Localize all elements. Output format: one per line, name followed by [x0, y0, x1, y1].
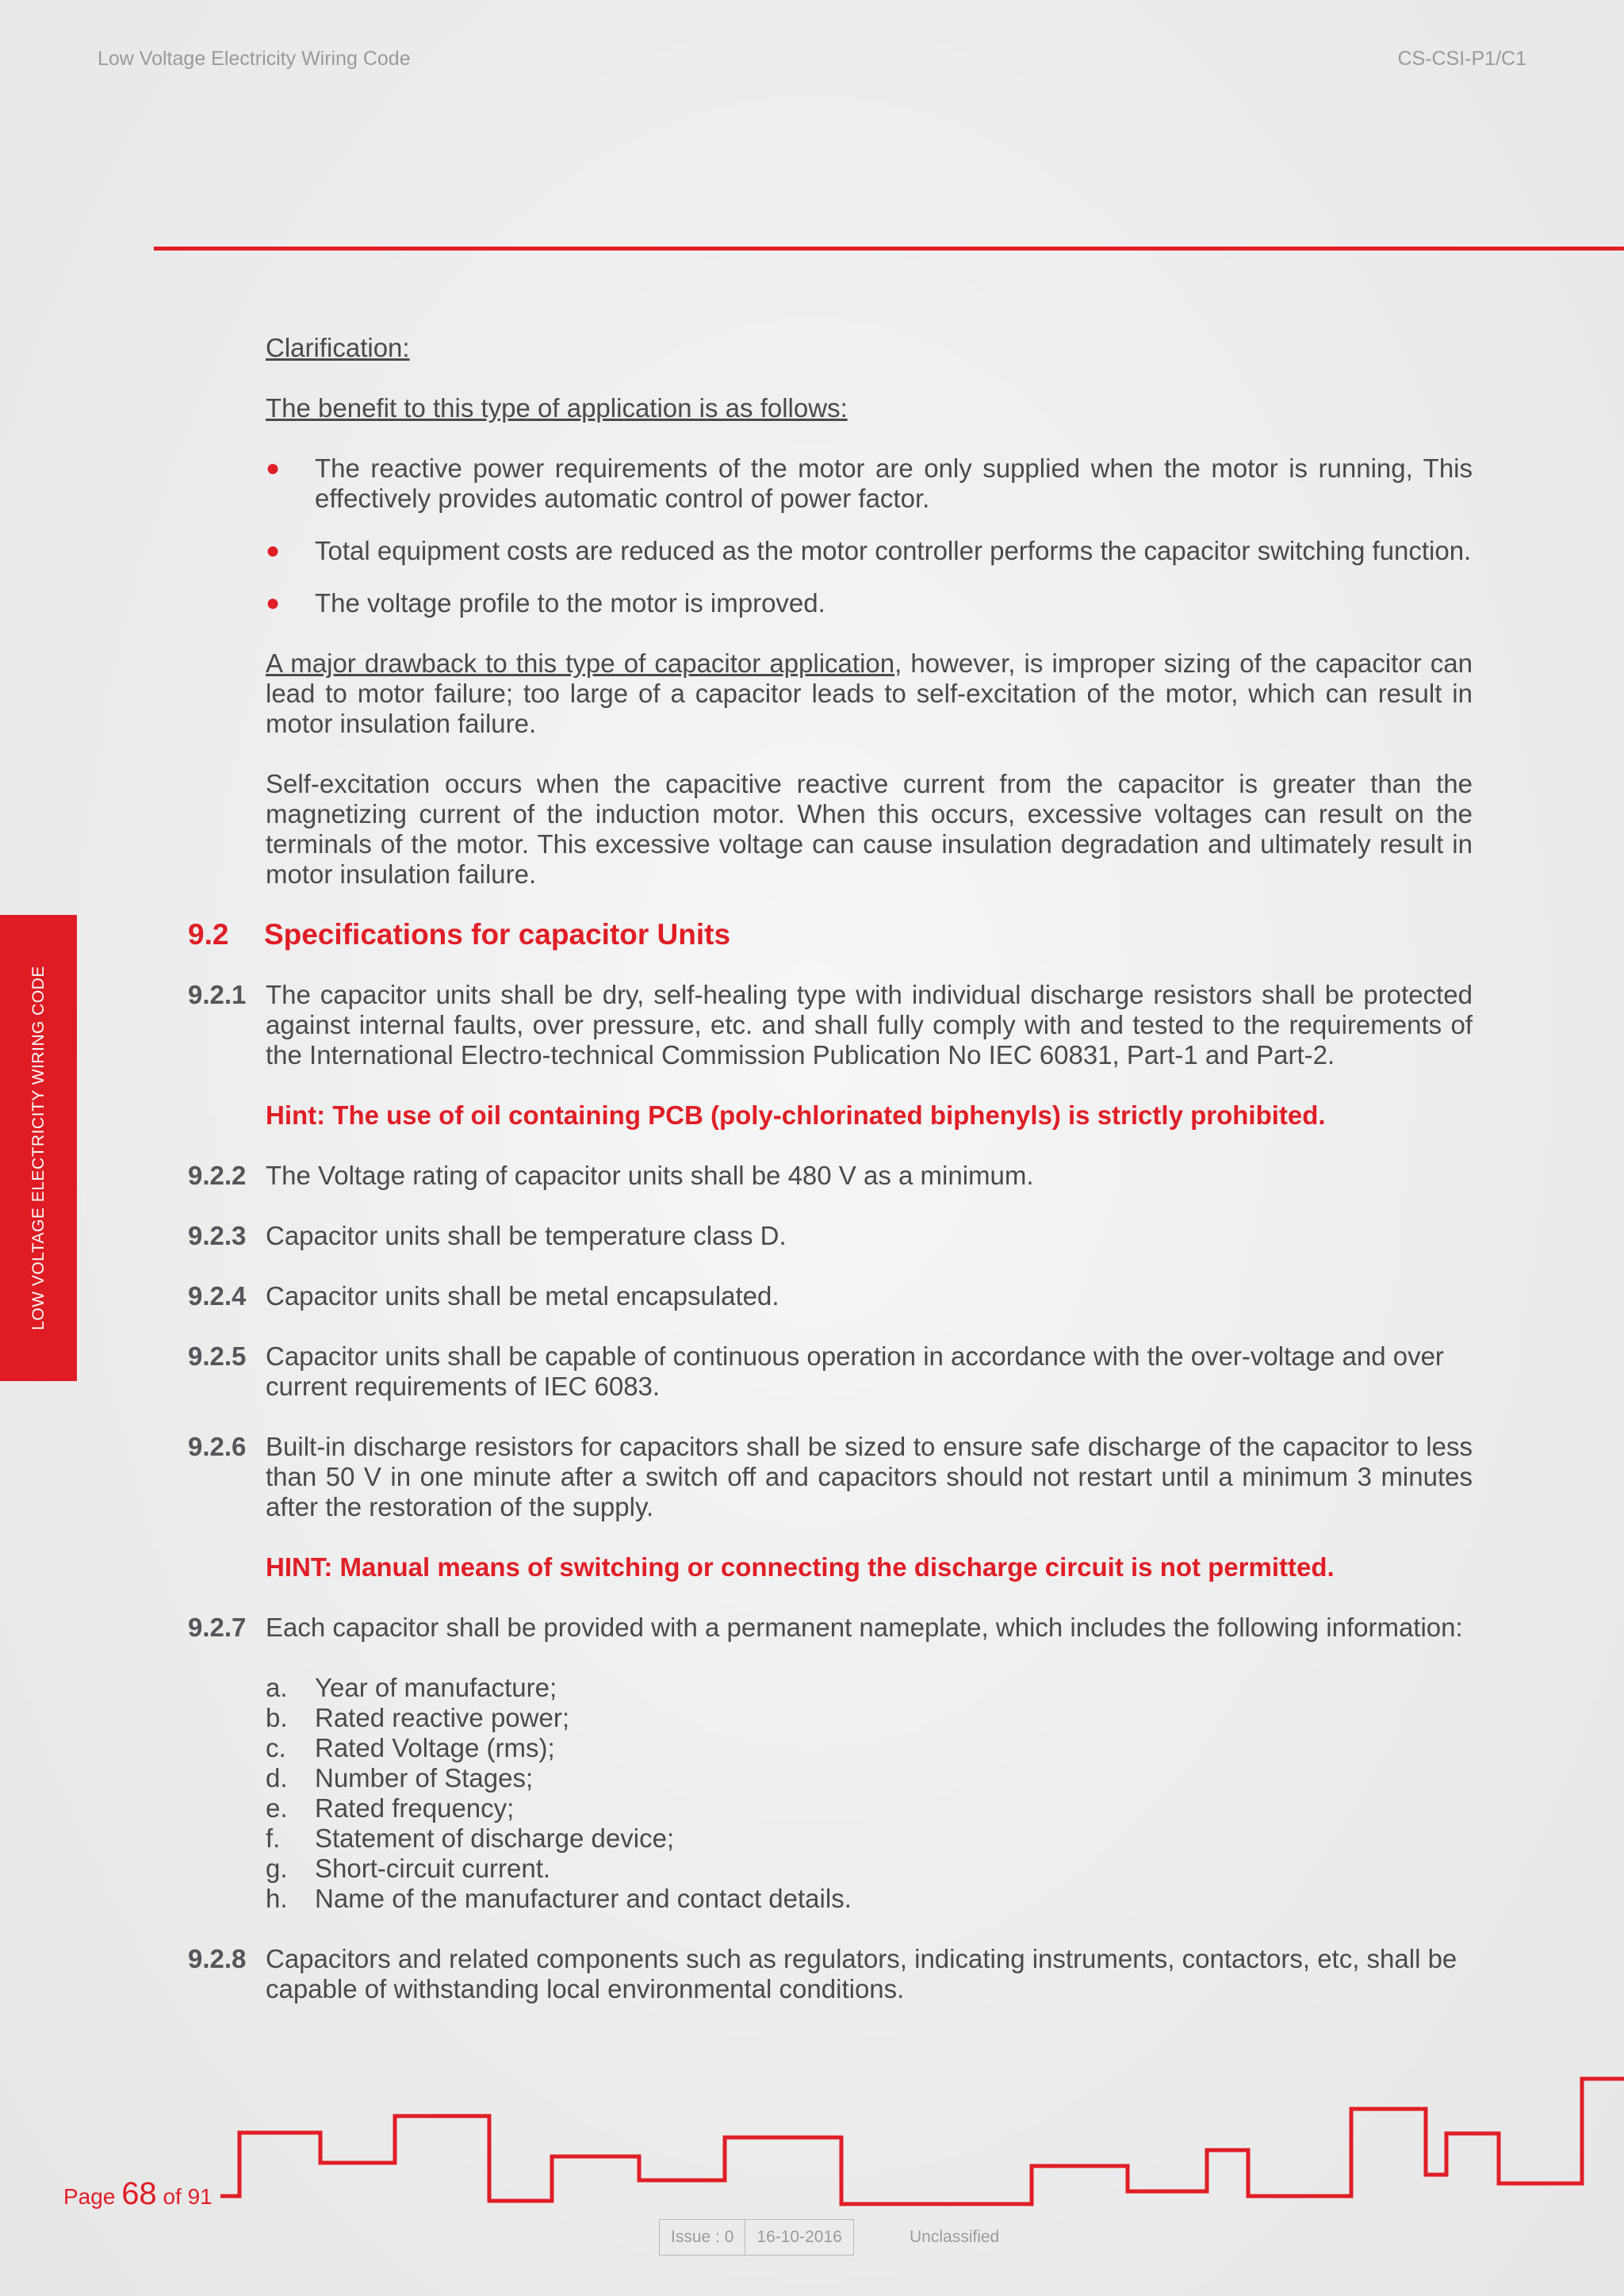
drawback-lead: A major drawback to this type of capacitor application [266, 649, 895, 678]
running-header-title: Low Voltage Electricity Wiring Code [98, 48, 411, 70]
issue-label: Issue : 0 [671, 2228, 734, 2246]
clause-number: 9.2.2 [188, 1161, 247, 1190]
list-item: c. Rated Voltage (rms); [266, 1733, 555, 1762]
side-tab-label: LOW VOLTAGE ELECTRICITY WIRING CODE [29, 966, 48, 1330]
clause-text: Each capacitor shall be provided with a permanent nameplate, which includes the following information: [266, 1613, 1463, 1642]
hint-pcb: Hint: The use of oil containing PCB (poly-chlorinated biphenyls) is strictly prohibited. [266, 1100, 1326, 1130]
section-number: 9.2 [188, 918, 229, 951]
clause-number: 9.2.1 [188, 980, 247, 1009]
clause-text: The capacitor units shall be dry, self-healing type with individual discharge resistors shall be protected against internal faults, over pressure, etc. and shall fully comply with and tested to the requirements of the International Electro-technical Commission Publication No IEC 60831, Part-1 and Part-2. [266, 980, 1473, 1070]
clarification-label: Clarification: [266, 333, 410, 362]
issue-date: 16-10-2016 [745, 2220, 852, 2255]
list-item: b. Rated reactive power; [266, 1703, 569, 1732]
hint-discharge: HINT: Manual means of switching or connecting the discharge circuit is not permitted. [266, 1552, 1335, 1582]
benefit-intro: The benefit to this type of application is as follows: [266, 393, 848, 423]
clause-number: 9.2.6 [188, 1432, 247, 1461]
clause-number: 9.2.8 [188, 1944, 247, 1973]
clause-text: Capacitors and related components such as regulators, indicating instruments, contactors, etc, shall be capable of withstanding local environmental conditions. [266, 1944, 1457, 2003]
page-number: Page 68 of 91 [63, 2176, 213, 2211]
clause-text: The Voltage rating of capacitor units shall be 480 V as a minimum. [266, 1161, 1034, 1190]
list-item: h. Name of the manufacturer and contact details. [266, 1884, 852, 1913]
section-title: Specifications for capacitor Units [264, 918, 731, 951]
bullet-icon: ● [266, 538, 281, 564]
bullet-icon: ● [266, 455, 281, 481]
issue-box [659, 2219, 854, 2256]
clause-text: Capacitor units shall be temperature class D. [266, 1221, 787, 1250]
list-item: ● Total equipment costs are reduced as the motor controller performs the capacitor switching function. [266, 536, 1472, 565]
clause-text: Capacitor units shall be capable of continuous operation in accordance with the over-voltage and over current requirements of IEC 6083. [266, 1341, 1444, 1401]
list-item: e. Rated frequency; [266, 1793, 515, 1823]
list-item: ● The reactive power requirements of the motor are only supplied when the motor is running, This effectively provides automatic control of power factor. [266, 453, 1473, 513]
clause-number: 9.2.4 [188, 1281, 247, 1311]
list-item: a. Year of manufacture; [266, 1673, 557, 1702]
list-item: g. Short-circuit current. [266, 1854, 551, 1883]
clause-text: Capacitor units shall be metal encapsulated. [266, 1281, 779, 1311]
list-item: d. Number of Stages; [266, 1763, 534, 1793]
clause-text: Built-in discharge resistors for capacitors shall be sized to ensure safe discharge of the capacitor to less than 50 V in one minute after a switch off and capacitors should not restart until a minimum 3 minutes after the restoration of the supply. [266, 1432, 1473, 1521]
list-item: ● The voltage profile to the motor is improved. [266, 588, 825, 618]
list-item: f. Statement of discharge device; [266, 1823, 675, 1853]
drawback-rest: , however, is improper sizing of the capacitor can lead to motor failure; too large of a capacitor leads to self-excitation of the motor, which can result in motor insulation failure. [266, 649, 1473, 738]
clause-number: 9.2.5 [188, 1341, 247, 1371]
clause-number: 9.2.7 [188, 1613, 247, 1642]
clause-number: 9.2.3 [188, 1221, 247, 1250]
document-code: CS-CSI-P1/C1 [1397, 48, 1526, 70]
self-excitation-paragraph: Self-excitation occurs when the capacitive reactive current from the capacitor is greater than the magnetizing current of the induction motor. When this occurs, excessive voltages can result on the terminals of the motor. This excessive voltage can cause insulation degradation and ultimately result in motor insulation failure. [266, 769, 1473, 889]
classification-label: Unclassified [910, 2228, 1000, 2246]
bullet-icon: ● [266, 590, 281, 616]
